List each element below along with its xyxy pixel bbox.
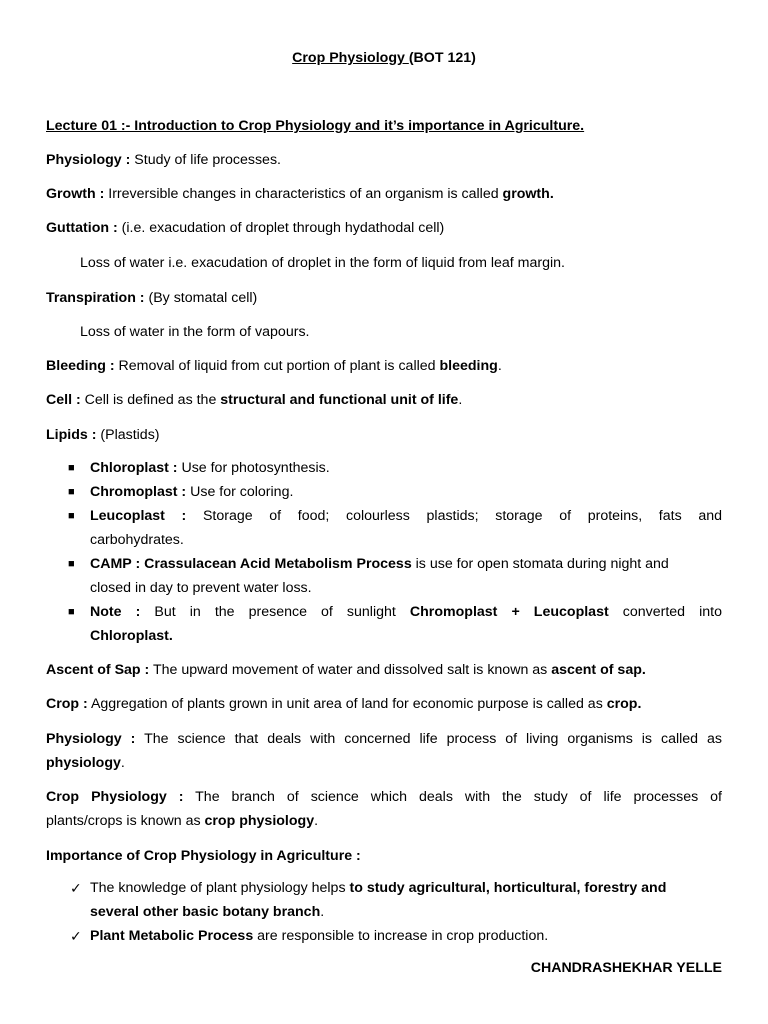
definition-crop: Crop : Aggregation of plants grown in unit area of land for economic purpose is called as crop. <box>46 696 642 712</box>
square-bullet-icon: ■ <box>68 486 75 498</box>
checkmark-icon: ✓ <box>70 928 82 944</box>
author-signature: CHANDRASHEKHAR YELLE <box>530 960 722 976</box>
list-item-camp-cont: closed in day to prevent water loss. <box>90 580 312 596</box>
list-item-chloroplast: Chloroplast : Use for photosynthesis. <box>90 460 330 476</box>
square-bullet-icon: ■ <box>68 510 75 522</box>
definition-ascent-of-sap: Ascent of Sap : The upward movement of water and dissolved salt is known as ascent of sap. <box>46 662 646 678</box>
definition-physiology: Physiology : Study of life processes. <box>46 152 281 168</box>
definition-growth: Growth : Irreversible changes in characteristics of an organism is called growth. <box>46 186 554 202</box>
list-item-note-cont: Chloroplast. <box>90 628 173 644</box>
definition-cell: Cell : Cell is defined as the structural and functional unit of life. <box>46 392 463 408</box>
list-item-camp: CAMP : Crassulacean Acid Metabolism Process is use for open stomata during night and <box>90 556 669 572</box>
document-title: Crop Physiology (BOT 121) <box>292 50 476 66</box>
definition-physiology-2-cont: physiology. <box>46 755 125 771</box>
list-item-chromoplast: Chromoplast : Use for coloring. <box>90 484 294 500</box>
definition-transpiration: Transpiration : (By stomatal cell) <box>46 290 258 306</box>
definition-crop-physiology: Crop Physiology : The branch of science which deals with the study of life processes of <box>46 789 722 805</box>
list-item-importance-1-cont: several other basic botany branch. <box>90 904 325 920</box>
checkmark-icon: ✓ <box>70 880 82 896</box>
lecture-heading: Lecture 01 :- Introduction to Crop Physiology and it’s importance in Agriculture. <box>46 118 585 134</box>
definition-lipids: Lipids : (Plastids) <box>46 427 160 443</box>
list-item-importance-2: Plant Metabolic Process are responsible to increase in crop production. <box>90 928 549 944</box>
square-bullet-icon: ■ <box>68 606 75 618</box>
square-bullet-icon: ■ <box>68 558 75 570</box>
list-item-leucoplast-cont: carbohydrates. <box>90 532 184 548</box>
definition-crop-physiology-cont: plants/crops is known as crop physiology. <box>46 813 319 829</box>
importance-heading: Importance of Crop Physiology in Agriculture : <box>46 848 361 864</box>
list-item-importance-1: The knowledge of plant physiology helps to study agricultural, horticultural, forestry and <box>90 880 667 896</box>
guttation-detail: Loss of water i.e. exacudation of droplet in the form of liquid from leaf margin. <box>80 255 565 271</box>
list-item-note: Note : But in the presence of sunlight Chromoplast + Leucoplast converted into <box>90 604 722 620</box>
definition-bleeding: Bleeding : Removal of liquid from cut portion of plant is called bleeding. <box>46 358 502 374</box>
square-bullet-icon: ■ <box>68 462 75 474</box>
definition-physiology-2: Physiology : The science that deals with concerned life process of living organisms is called as <box>46 731 722 747</box>
list-item-leucoplast: Leucoplast : Storage of food; colourless plastids; storage of proteins, fats and <box>90 508 722 524</box>
transpiration-detail: Loss of water in the form of vapours. <box>80 324 310 340</box>
definition-guttation: Guttation : (i.e. exacudation of droplet through hydathodal cell) <box>46 220 445 236</box>
